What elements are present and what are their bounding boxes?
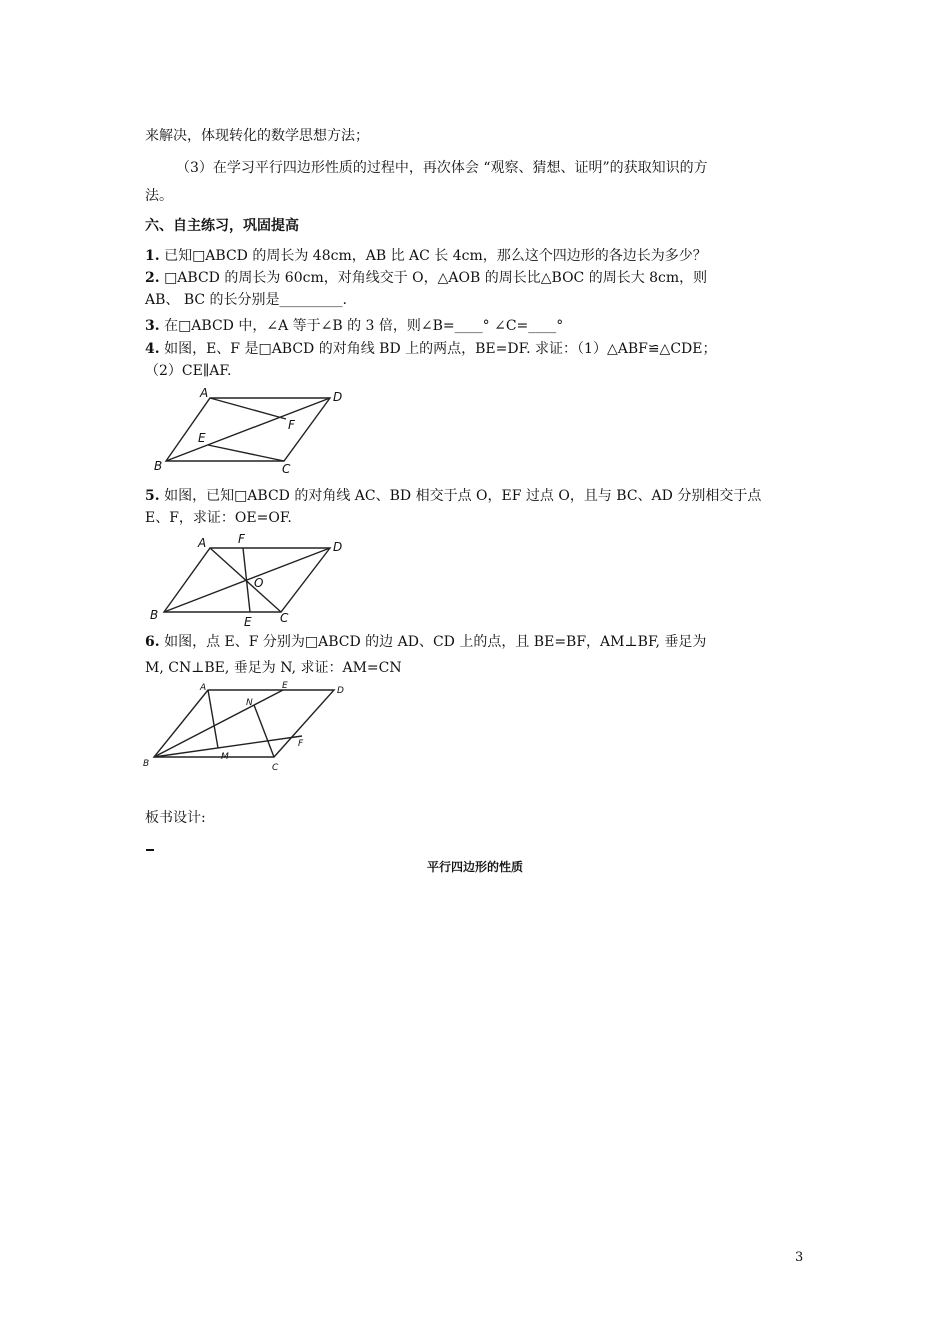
board-title: 平行四边形的性质 [426, 860, 523, 874]
label-c: C [280, 611, 289, 625]
diagonal-bd [166, 398, 330, 461]
segment-af [210, 398, 286, 419]
problem-3 [145, 316, 563, 336]
problem-6 [145, 632, 706, 652]
problem-number: 3. [145, 318, 160, 334]
problem-number: 2. [145, 270, 160, 286]
problem-4 [145, 339, 716, 359]
label-e: E [244, 615, 252, 629]
label-d: D [333, 540, 343, 554]
parallelogram [154, 690, 334, 757]
label-n: N [246, 698, 253, 708]
intro-line-3: 法。 [145, 188, 173, 204]
intro-line-1: 来解决，体现转化的数学思想方法； [145, 128, 369, 144]
label-a: A [198, 536, 207, 550]
problem-1 [145, 246, 707, 266]
problem-number: 4. [145, 341, 160, 357]
label-b: B [143, 759, 150, 769]
problem-2-continued: AB、 BC 的长分别是_________. [145, 292, 348, 308]
problem-6-continued: M, CN⊥BE, 垂足为 N, 求证：AM=CN [145, 660, 402, 676]
problem-text: □ABCD 的周长为 60cm，对角线交于 O，△AOB 的周长比△BOC 的周长大 8cm，则 [164, 270, 708, 286]
problem-4-continued: （2）CE∥AF. [145, 363, 232, 379]
label-c: C [272, 763, 279, 773]
problem-number: 6. [145, 634, 160, 650]
label-o: O [254, 576, 264, 590]
page-number: 3 [795, 1250, 804, 1265]
label-a: A [200, 386, 209, 400]
problem-number: 5. [145, 488, 160, 504]
label-a: A [200, 683, 207, 693]
label-f: F [288, 418, 295, 432]
section-heading: 六、自主练习，巩固提高 [145, 218, 299, 234]
problem-text: 在□ABCD 中，∠A 等于∠B 的 3 倍，则∠B=____° ∠C=____° [164, 318, 564, 334]
problem-5-continued: E、F，求证：OE=OF. [145, 510, 292, 526]
label-c: C [282, 462, 291, 476]
problem-text: 如图，点 E、F 分别为□ABCD 的边 AD、CD 上的点，且 BE=BF，AM⊥BF, 垂足为 [164, 634, 707, 650]
label-b: B [150, 608, 159, 622]
problem-text: 如图，E、F 是□ABCD 的对角线 BD 上的两点，BE=DF. 求证：（1）△ABF≌△CDE； [164, 341, 717, 357]
label-f: F [238, 532, 245, 546]
segment-ec [208, 445, 284, 461]
segment-am [208, 690, 218, 748]
problem-text: 如图，已知□ABCD 的对角线 AC、BD 相交于点 O，EF 过点 O，且与 BC、AD 分别相交于点 [164, 488, 762, 504]
board-label: 板书设计: [145, 810, 206, 826]
label-m: M [221, 752, 229, 762]
label-d: D [333, 390, 343, 404]
label-e: E [282, 681, 288, 691]
problem-5-figure [140, 530, 360, 630]
problem-number: 1. [145, 248, 160, 264]
segment-cn [254, 705, 274, 757]
divider-mark [146, 849, 154, 851]
label-d: D [337, 686, 344, 696]
intro-line-2: （3）在学习平行四边形性质的过程中，再次体会 “观察、猜想、证明”的获取知识的方 [176, 160, 708, 176]
problem-text: 已知□ABCD 的周长为 48cm，AB 比 AC 长 4cm，那么这个四边形的各边长为多少？ [164, 248, 707, 264]
problem-5 [145, 486, 761, 506]
problem-2 [145, 268, 707, 288]
problem-6-figure [140, 680, 360, 775]
problem-4-figure [140, 382, 360, 482]
label-f: F [298, 739, 304, 749]
label-e: E [198, 431, 206, 445]
label-b: B [154, 459, 163, 473]
segment-ef [243, 548, 250, 612]
